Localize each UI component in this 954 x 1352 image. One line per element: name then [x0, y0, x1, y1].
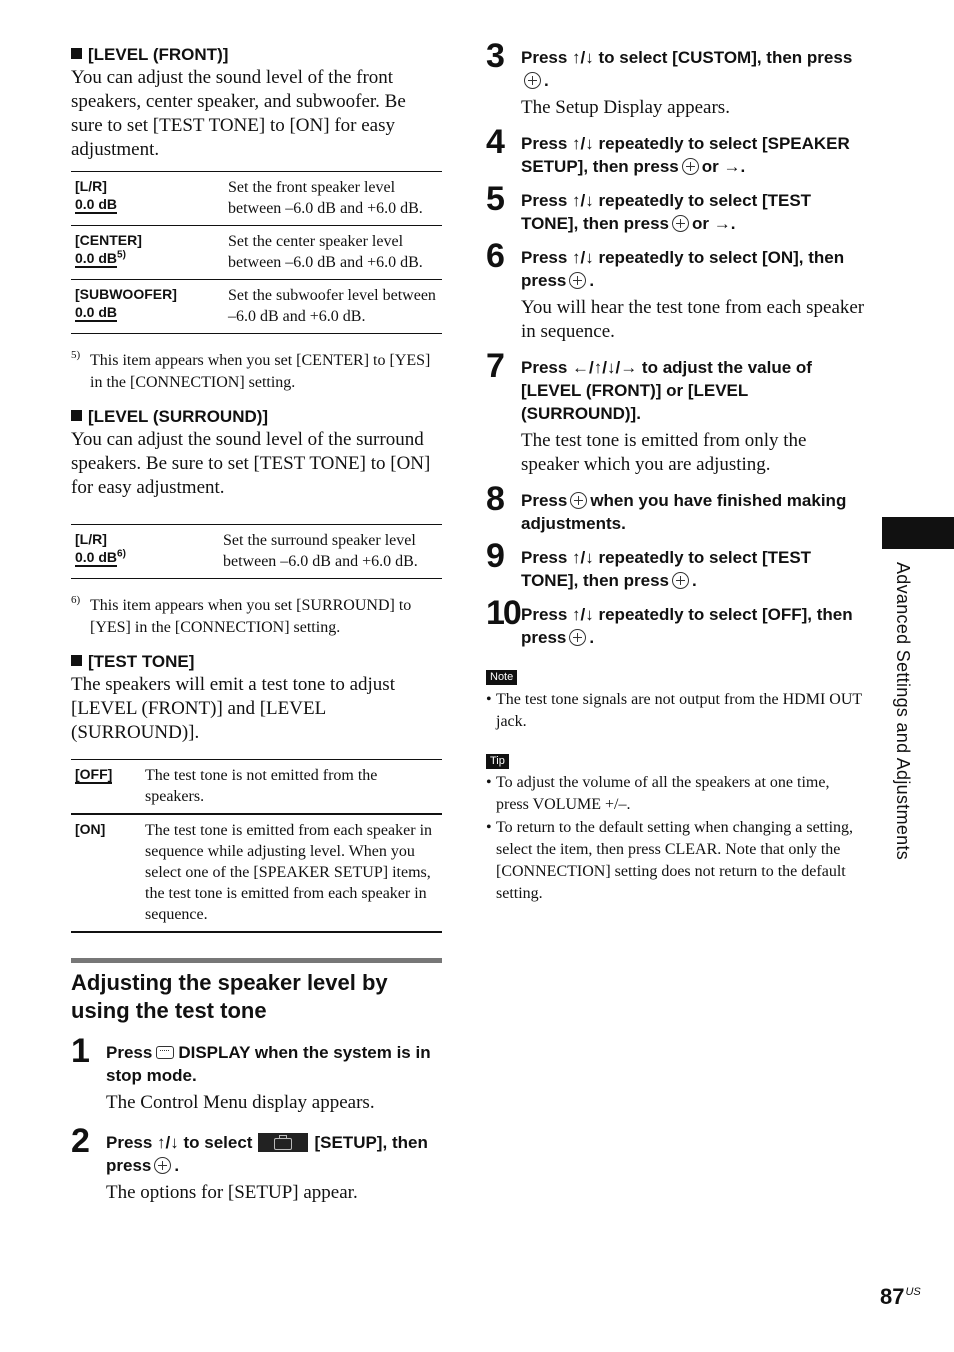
level-surround-heading: [LEVEL (SURROUND)] — [71, 406, 442, 428]
table-row: [ON] The test tone is emitted from each speaker in sequence while adjusting level. When you select one of the [SPEAKER SETUP] items, the test tone is emitted from each speaker in sequence. — [71, 814, 442, 932]
table-row: [OFF] The test tone is not emitted from the speakers. — [71, 760, 442, 815]
left-column — [71, 44, 442, 1205]
setup-toolbox-icon — [258, 1133, 308, 1152]
test-tone-body: The speakers will emit a test tone to adjust [LEVEL (FRONT)] and [LEVEL (SURROUND)]. — [71, 674, 395, 743]
table-row: [L/R] 0.0 $dB^{6)}$ Set the surround speaker level between –6.0 dB and +6.0 dB. — [71, 525, 442, 579]
enter-circle-icon — [672, 215, 689, 232]
note-badge: Note — [486, 670, 517, 685]
step-5: 5 Press ↑/↓ repeatedly to select [TEST TONE], then press or →. — [486, 180, 812, 233]
enter-circle-icon — [569, 629, 586, 646]
page-number: $87^{US}$ — [880, 1284, 921, 1309]
step-6: 6 Press ↑/↓ repeatedly to select [ON], then press . You will hear the test tone from each speaker in sequence. — [486, 237, 865, 342]
enter-circle-icon — [524, 72, 541, 89]
step-3: 3 Press ↑/↓ to select [CUSTOM], then press. The Setup Display appears. — [486, 37, 853, 118]
square-bullet-icon — [71, 410, 82, 421]
square-bullet-icon — [71, 48, 82, 59]
level-surround-body: You can adjust the sound level of the surround speakers. Be sure to set [TEST TONE] to [ON] for easy adjustment. — [71, 429, 431, 498]
step-8: 8 Press when you have finished making adjustments. — [486, 480, 847, 533]
step-2: 2 Press ↑/↓ to select [SETUP], then press . The options for [SETUP] appear. — [71, 1122, 428, 1203]
display-button-icon — [156, 1046, 174, 1059]
enter-circle-icon — [154, 1157, 171, 1174]
test-tone-table — [71, 759, 442, 933]
right-column — [486, 38, 866, 906]
enter-circle-icon — [682, 158, 699, 175]
list-item: • The test tone signals are not output from the HDMI OUT jack. — [486, 689, 866, 733]
level-front-table — [71, 171, 442, 334]
tip-block — [486, 751, 866, 905]
section-title: Adjusting the speaker level by using the test tone — [71, 958, 442, 1025]
level-surround-table — [71, 524, 442, 579]
step-7: 7 Press ←/↑/↓/→ to adjust the value of [LEVEL (FRONT)] or [LEVEL (SURROUND)]. The test tone is emitted from only the speaker which you are adjusting. — [486, 347, 812, 475]
step-10: 10 Press ↑/↓ repeatedly to select [OFF], then press . — [486, 594, 853, 647]
step-1: 1 Press DISPLAY when the system is in stop mode. The Control Menu display appears. — [71, 1032, 431, 1113]
table-row: [CENTER] 0.0 $dB^{5)}$ Set the center speaker level between –6.0 dB and +6.0 dB. — [71, 226, 442, 280]
list-item: • To return to the default setting when changing a setting, select the item, then press CLEAR. Note that only the [CONNECTION] setting does not return to the default setting. — [486, 817, 866, 905]
tip-list — [486, 772, 866, 905]
test-tone-heading: [TEST TONE] — [71, 651, 442, 673]
table-row: [L/R] 0.0 dB Set the front speaker level between –6.0 dB and +6.0 dB. — [71, 172, 442, 226]
footnote-5: 5) This item appears when you set [CENTER] to [YES] in the [CONNECTION] setting. — [71, 349, 431, 391]
side-section-label: Advanced Settings and Adjustments — [893, 562, 913, 861]
enter-circle-icon — [569, 272, 586, 289]
level-front-body: You can adjust the sound level of the front speakers, center speaker, and subwoofer. Be sure to set [TEST TONE] to [ON] for easy adjustment. — [71, 67, 406, 160]
note-block — [486, 667, 866, 733]
table-row: [SUBWOOFER] 0.0 dB Set the subwoofer level between –6.0 dB and +6.0 dB. — [71, 280, 442, 334]
enter-circle-icon — [570, 492, 587, 509]
side-tab-marker — [882, 517, 954, 549]
level-front-heading: [LEVEL (FRONT)] — [71, 44, 442, 66]
enter-circle-icon — [672, 572, 689, 589]
note-list — [486, 689, 866, 733]
tip-badge: Tip — [486, 754, 509, 769]
footnote-6: 6) This item appears when you set [SURROUND] to [YES] in the [CONNECTION] setting. — [71, 594, 412, 636]
step-4: 4 Press ↑/↓ repeatedly to select [SPEAKER SETUP], then press or →. — [486, 123, 850, 176]
list-item: • To adjust the volume of all the speakers at one time, press VOLUME +/–. — [486, 772, 866, 816]
step-9: 9 Press ↑/↓ repeatedly to select [TEST TONE], then press . — [486, 537, 812, 590]
square-bullet-icon — [71, 655, 82, 666]
